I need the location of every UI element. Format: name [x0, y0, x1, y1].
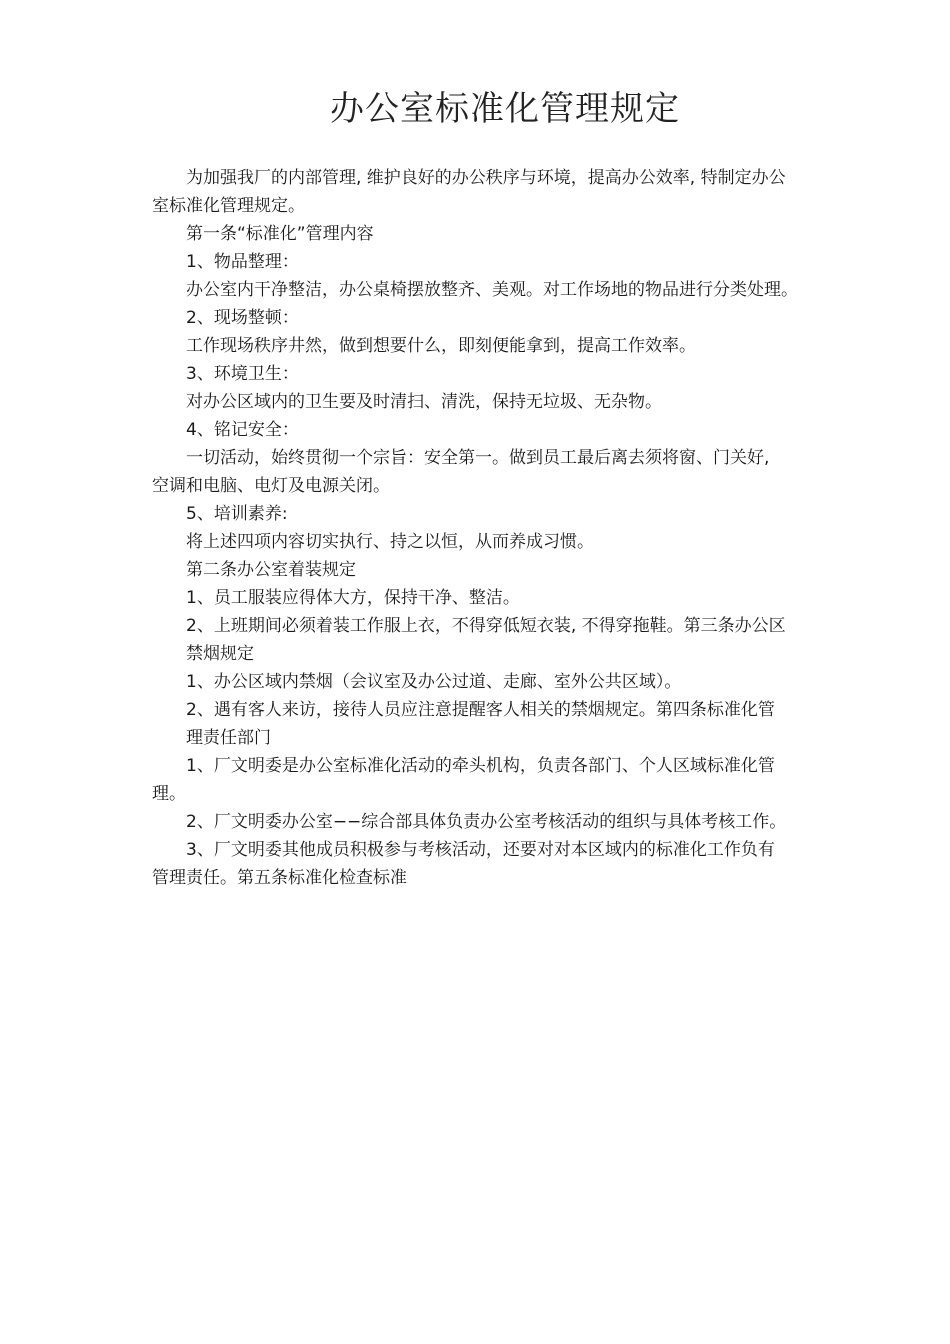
list-item: 2、遇有客人来访，接待人员应注意提醒客人相关的禁烟规定。第四条标准化管	[186, 700, 775, 720]
paragraph-line: 为加强我厂的内部管理, 维护良好的办公秩序与环境，提高办公效率, 特制定办公	[186, 168, 786, 188]
list-item: 1、厂文明委是办公室标准化活动的牵头机构，负责各部门、个人区域标准化管	[186, 756, 775, 776]
list-item: 2、厂文明委办公室−−综合部具体负责办公室考核活动的组织与具体考核工作。	[186, 812, 787, 832]
paragraph-line: 空调和电脑、电灯及电源关闭。	[152, 476, 390, 496]
item-heading: 1、物品整理：	[186, 252, 299, 272]
item-heading: 5、培训素养:	[186, 504, 288, 524]
paragraph-line: 将上述四项内容切实执行、持之以恒，从而养成习惯。	[186, 532, 594, 552]
section-heading: 第二条办公室着装规定	[186, 560, 356, 580]
list-item: 1、员工服装应得体大方，保持干净、整洁。	[186, 588, 520, 608]
section-heading: 第一条“标准化”管理内容	[186, 224, 374, 244]
list-item-continuation: 理责任部门	[186, 728, 271, 748]
list-item: 3、厂文明委其他成员积极参与考核活动，还要对对本区域内的标准化工作负有	[186, 840, 775, 860]
list-item-continuation: 管理责任。第五条标准化检查标准	[152, 868, 407, 888]
list-item: 1、办公区域内禁烟（会议室及办公过道、走廊、室外公共区域）。	[186, 672, 682, 692]
list-item-continuation: 理。	[152, 784, 186, 804]
item-heading: 4、铭记安全：	[186, 420, 299, 440]
item-heading: 2、现场整顿：	[186, 308, 299, 328]
list-item: 2、上班期间必须着装工作服上衣，不得穿低短衣装, 不得穿拖鞋。第三条办公区	[186, 616, 786, 636]
paragraph-line: 工作现场秩序井然，做到想要什么，即刻便能拿到，提高工作效率。	[186, 336, 696, 356]
paragraph-line: 室标准化管理规定。	[152, 196, 305, 216]
paragraph-line: 一切活动，始终贯彻一个宗旨：安全第一。做到员工最后离去须将窗、门关好,	[186, 448, 770, 468]
document-title: 办公室标准化管理规定	[330, 89, 680, 129]
list-item-continuation: 禁烟规定	[186, 644, 254, 664]
paragraph-line: 对办公区域内的卫生要及时清扫、清洗，保持无垃圾、无杂物。	[186, 392, 662, 412]
item-heading: 3、环境卫生：	[186, 364, 299, 384]
document-body	[152, 164, 872, 892]
paragraph-line: 办公室内干净整洁，办公桌椅摆放整齐、美观。对工作场地的物品进行分类处理。	[186, 280, 798, 300]
